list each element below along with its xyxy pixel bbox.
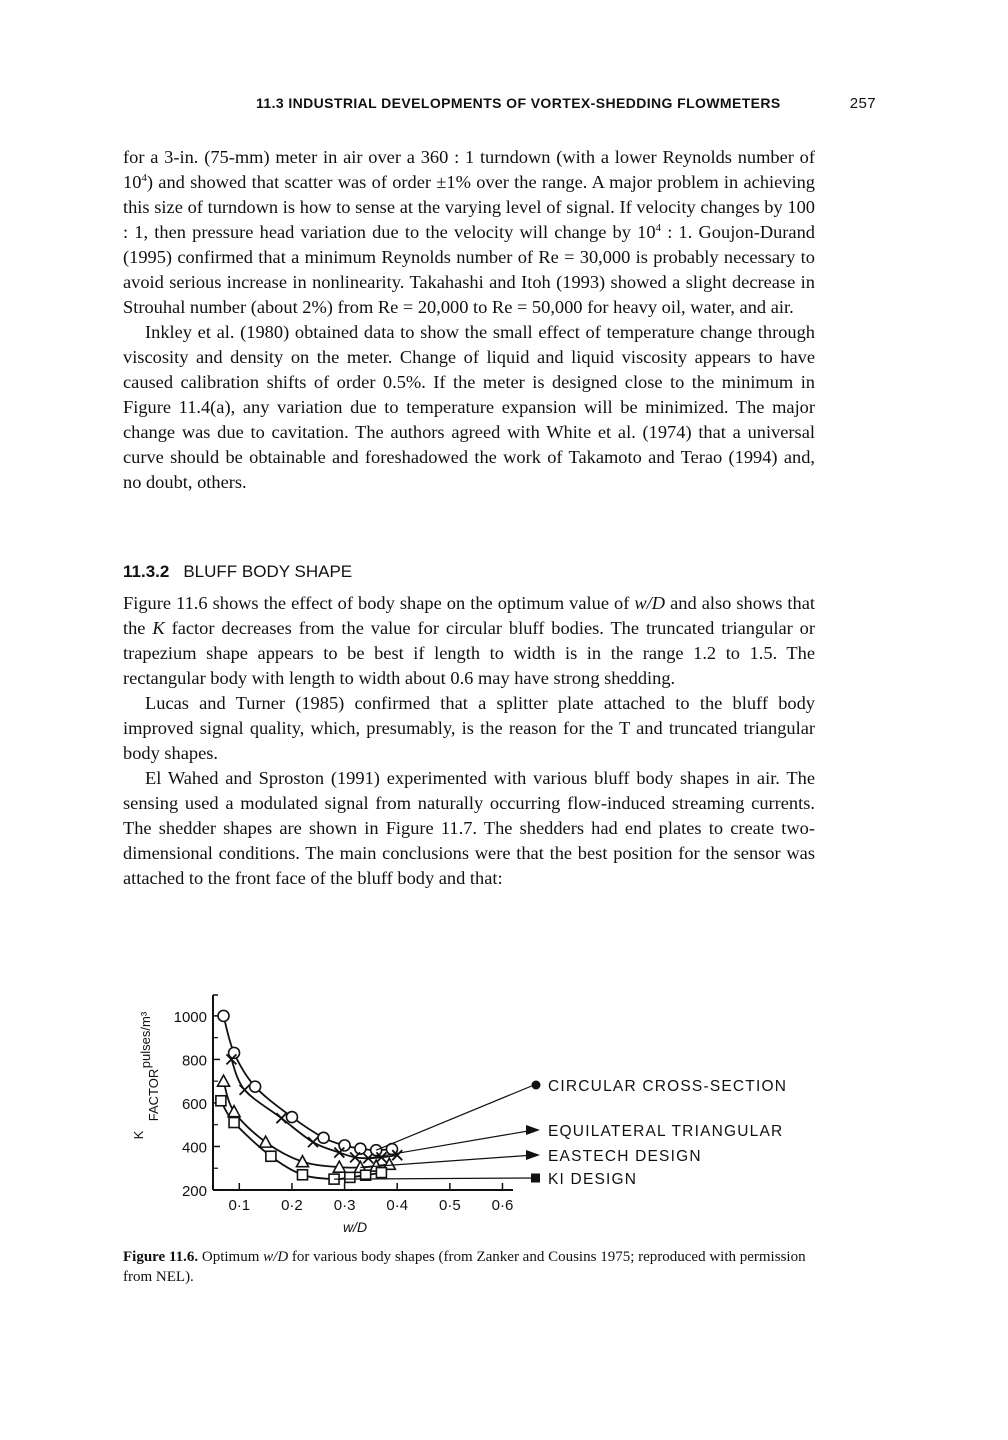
legend-label: CIRCULAR CROSS-SECTION xyxy=(548,1078,788,1095)
x-marker xyxy=(276,1113,286,1123)
square-marker xyxy=(266,1151,276,1161)
section-number: 11.3.2 xyxy=(123,562,170,581)
caption-wd: w/D xyxy=(263,1249,289,1265)
paragraph-3-part-c: factor decreases from the value for circular bluff bodies. The truncated triangular or trapezium shape appears to be best if length to width is in the range 1.2 to 1.5. The rectangular body with length to width about 0.6 may have strong shedding. xyxy=(123,618,815,688)
y-tick-label: 400 xyxy=(181,1139,207,1157)
paragraph-1-part-a: for a 3-in. (75-mm) meter in air over a 360 : 1 turndown (with a lower Reynolds number of 10 xyxy=(123,147,815,192)
running-head-title: 11.3 INDUSTRIAL DEVELOPMENTS OF VORTEX-SHEDDING FLOWMETERS xyxy=(256,95,781,111)
caption-text-a: Optimum xyxy=(198,1249,264,1265)
paragraph-4: Lucas and Turner (1985) confirmed that a splitter plate attached to the bluff body improved signal quality, which, presumably, is the reason for the T and truncated triangular body shapes. xyxy=(123,693,815,763)
x-marker xyxy=(308,1137,318,1147)
superscript: 4 xyxy=(141,171,147,184)
paragraph-3-part-a: Figure 11.6 shows the effect of body shape on the optimum value of xyxy=(123,593,635,613)
y-tick-label: 600 xyxy=(181,1095,207,1113)
wd-term: w/D xyxy=(634,593,666,613)
x-tick-label: 0·4 xyxy=(386,1197,409,1214)
paragraph-5: El Wahed and Sproston (1991) experimented with various bluff body shapes in air. The sensing used a modulated signal from naturally occurring flow-induced streaming currents. The shedder shapes are shown in Figure 11.7. The shedders had end plates to create two-dimensional conditions. The main conclusions were that the best position for the sensor was attached to the front face of the bluff body and that: xyxy=(123,768,815,888)
paragraph-2: Inkley et al. (1980) obtained data to show the small effect of temperature change through viscosity and density on the meter. Change of liquid and liquid viscosity appears to have caused calibration shifts of order 0.5%. If the meter is designed close to the minimum in Figure 11.4(a), any variation due to temperature expansion will be minimized. The major change was due to cavitation. The authors agreed with White et al. (1974) that a universal curve should be obtainable and foreshadowed the work of Takamoto and Terao (1994) and, no doubt, others. xyxy=(123,322,815,492)
x-tick-label: 0·6 xyxy=(491,1197,514,1214)
legend-arrow-marker xyxy=(526,1150,540,1160)
circle-marker xyxy=(218,1010,229,1021)
y-tick-label: 200 xyxy=(181,1183,207,1200)
legend-square-marker xyxy=(531,1174,540,1183)
legend-label: KI DESIGN xyxy=(548,1171,638,1188)
circle-marker xyxy=(339,1140,350,1151)
square-marker xyxy=(216,1096,226,1106)
triangle-marker xyxy=(228,1106,240,1117)
legend-label: EASTECH DESIGN xyxy=(548,1148,702,1165)
triangle-marker xyxy=(296,1156,308,1167)
page-number: 257 xyxy=(849,95,876,112)
paragraph-1-part-c: : 1. Goujon-Durand (1995) confirmed that a minimum Reynolds number of Re = 30,000 is probably necessary to avoid serious increase in nonlinearity. Takahashi and Itoh (1993) showed a slight decrease in Strouhal number (about 2%) from Re = 20,000 to Re = 50,000 for heavy oil, water, and air. xyxy=(123,222,815,317)
k-term: K xyxy=(152,618,165,638)
y-axis-label-factor: FACTOR xyxy=(146,1068,161,1122)
x-tick-label: 0·1 xyxy=(228,1197,251,1214)
square-marker xyxy=(345,1172,355,1182)
triangle-marker xyxy=(218,1075,230,1086)
legend-leader-line xyxy=(376,1085,534,1150)
circle-marker xyxy=(286,1112,297,1123)
y-tick-label: 1000 xyxy=(173,1008,207,1026)
y-axis-label-k: K xyxy=(131,1130,146,1140)
triangle-marker xyxy=(260,1136,272,1147)
x-tick-label: 0·5 xyxy=(438,1197,461,1214)
caption-label: Figure 11.6. xyxy=(123,1249,199,1265)
y-tick-label: 800 xyxy=(181,1052,207,1070)
square-marker xyxy=(376,1168,386,1178)
circle-marker xyxy=(355,1143,366,1154)
caption-text-b: for various body shapes (from Zanker and Cousins 1975; reproduced with permission from NEL). xyxy=(123,1249,806,1285)
x-tick-label: 0·2 xyxy=(281,1197,303,1214)
legend-dot-marker xyxy=(532,1081,541,1090)
square-marker xyxy=(297,1170,307,1180)
y-axis-label-units: pulses/m³ xyxy=(138,1011,153,1069)
x-marker xyxy=(334,1148,344,1158)
paragraph-1-part-b: ) and showed that scatter was of order ±1% over the range. A major problem in achieving this size of turndown is how to sense at the varying level of signal. If velocity changes by 100 : 1, then pressure head variation due to the velocity will change by 10 xyxy=(123,172,815,242)
paragraph-3-part-b: and also shows that the xyxy=(123,593,815,638)
legend-arrow-marker xyxy=(526,1125,540,1135)
legend-label: EQUILATERAL TRIANGULAR xyxy=(548,1123,784,1140)
x-axis-label: w/D xyxy=(342,1219,368,1235)
square-marker xyxy=(229,1118,239,1128)
figure-caption xyxy=(123,1247,823,1287)
x-marker xyxy=(240,1085,250,1095)
series-line xyxy=(224,1016,392,1150)
superscript: 4 xyxy=(655,221,662,234)
x-tick-label: 0·3 xyxy=(333,1197,356,1214)
circle-marker xyxy=(250,1081,261,1092)
circle-marker xyxy=(318,1132,329,1143)
section-title: BLUFF BODY SHAPE xyxy=(183,562,353,581)
